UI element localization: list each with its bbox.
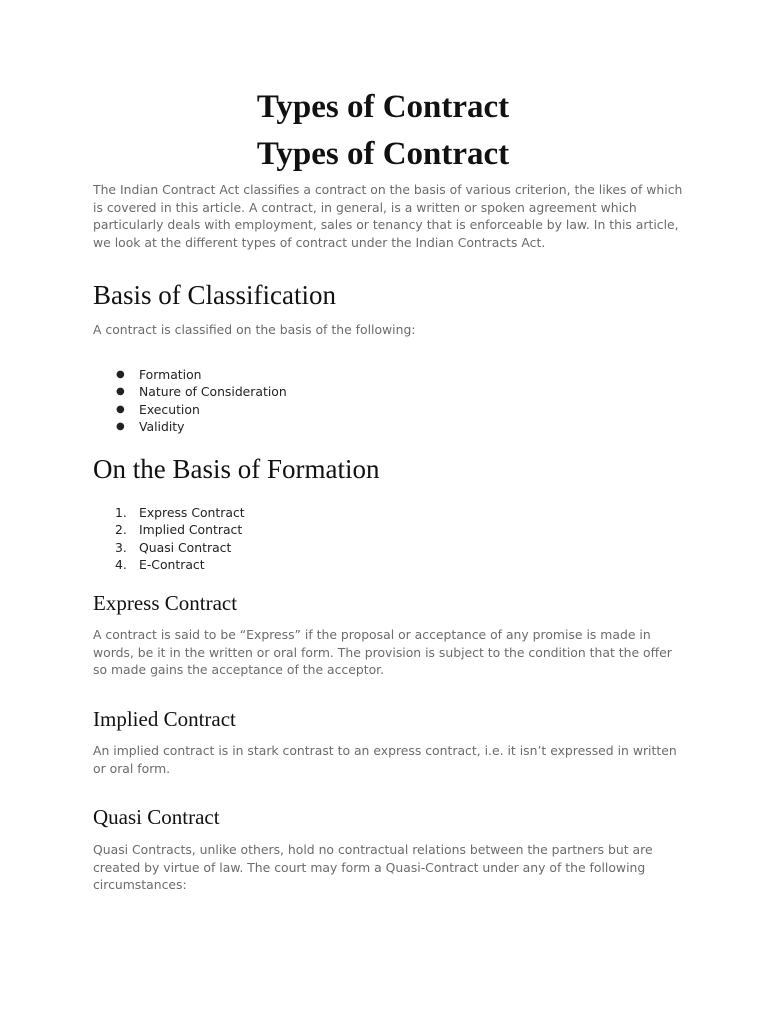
list-item: 3. Quasi Contract — [115, 539, 232, 555]
list-item: ● Validity — [116, 419, 185, 435]
basis-list — [93, 366, 287, 436]
bullet-icon: ● — [116, 369, 125, 380]
list-item: ● Execution — [116, 401, 200, 417]
bullet-icon: ● — [116, 386, 125, 398]
list-item: ● Nature of Consideration — [116, 384, 287, 400]
quasi-paragraph: Quasi Contracts, unlike others, hold no contractual relations between the partners but are created by virtue of law. The court may form a Quasi-Contract under any of the following circumstances: — [93, 842, 653, 893]
formation-heading: On the Basis of Formation — [93, 454, 380, 484]
basis-paragraph: A contract is classified on the basis of the following: — [93, 322, 416, 337]
list-item: 2. Implied Contract — [115, 522, 243, 538]
formation-list — [93, 504, 245, 574]
document-title: Types of Contract — [256, 89, 510, 125]
basis-heading: Basis of Classification — [93, 280, 336, 310]
implied-heading: Implied Contract — [93, 707, 236, 731]
intro-paragraph: The Indian Contract Act classifies a contract on the basis of various criterion, the likes of which is covered in this article. A contract, in general, is a written or spoken agreement which particularly deals with employment, sales or tenancy that is enforceable by law. In this article, we look at the different types of contract under the Indian Contracts Act. — [93, 182, 683, 250]
list-item: ● Formation — [116, 367, 202, 382]
list-item: 1. Express Contract — [115, 505, 245, 520]
implied-paragraph: An implied contract is in stark contrast to an express contract, i.e. it isn’t expressed in written or oral form. — [93, 743, 677, 776]
bullet-icon: ● — [116, 421, 125, 433]
quasi-heading: Quasi Contract — [93, 805, 220, 829]
document-title-repeat: Types of Contract — [256, 136, 510, 172]
express-heading: Express Contract — [93, 591, 238, 615]
bullet-icon: ● — [116, 403, 125, 415]
express-paragraph: A contract is said to be “Express” if the proposal or acceptance of any promise is made in words, be it in the written or oral form. The provision is subject to the condition that the offer so made gains the acceptance of the acceptor. — [93, 627, 672, 678]
list-item: 4. E-Contract — [115, 557, 205, 573]
